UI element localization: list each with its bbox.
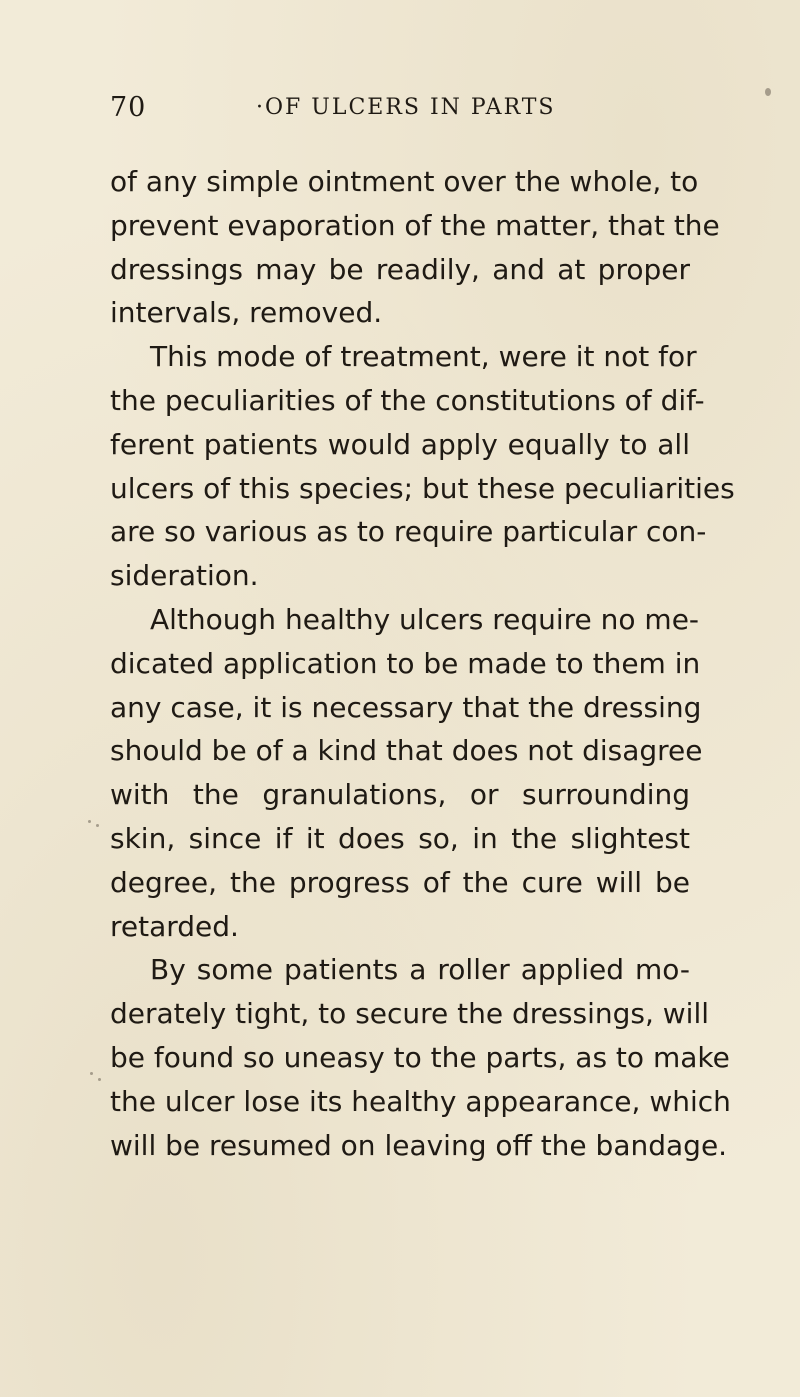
- paragraph-first-line: This mode of treatment, were it not for: [150, 340, 697, 374]
- text-line: the peculiarities of the constitutions of dif-: [110, 383, 705, 417]
- text-line: the ulcer lose its healthy appearance, which: [110, 1084, 731, 1118]
- text-line: ferent patients would apply equally to all: [110, 427, 690, 461]
- text-line: derately tight, to secure the dressings, will: [110, 997, 710, 1031]
- text-line: skin, since if it does so, in the slightest: [110, 821, 690, 855]
- page-number: 70: [110, 92, 147, 123]
- text-line: with the granulations, or surrounding: [110, 778, 690, 812]
- text-line: retarded.: [110, 909, 239, 943]
- text-line: are so various as to require particular con-: [110, 515, 707, 549]
- text-line: should be of a kind that does not disagree: [110, 734, 703, 768]
- text-line: be found so uneasy to the parts, as to make: [110, 1040, 730, 1074]
- paper-speck: [98, 1078, 101, 1081]
- page-header: [110, 92, 670, 132]
- text-line: will be resumed on leaving off the bandage.: [110, 1128, 728, 1162]
- text-line: dicated application to be made to them in: [110, 646, 701, 680]
- text-line: sideration.: [110, 559, 259, 593]
- body-text: [110, 160, 735, 1167]
- text-line: dressings may be readily, and at proper: [110, 252, 690, 286]
- paper-speck: [88, 820, 91, 823]
- text-line: of any simple ointment over the whole, to: [110, 165, 699, 198]
- paragraph-first-line: By some patients a roller applied mo-: [150, 953, 690, 987]
- text-line: degree, the progress of the cure will be: [110, 865, 690, 899]
- text-line: prevent evaporation of the matter, that the: [110, 208, 720, 242]
- paper-speck: [765, 88, 771, 96]
- text-line: any case, it is necessary that the dressing: [110, 690, 702, 724]
- text-line: intervals, removed.: [110, 296, 383, 330]
- text-line: ulcers of this species; but these peculiarities: [110, 471, 735, 505]
- running-head: ·OF ULCERS IN PARTS: [256, 95, 556, 120]
- paper-speck: [96, 824, 99, 827]
- paragraph-first-line: Although healthy ulcers require no me-: [150, 602, 700, 636]
- paper-speck: [90, 1072, 93, 1075]
